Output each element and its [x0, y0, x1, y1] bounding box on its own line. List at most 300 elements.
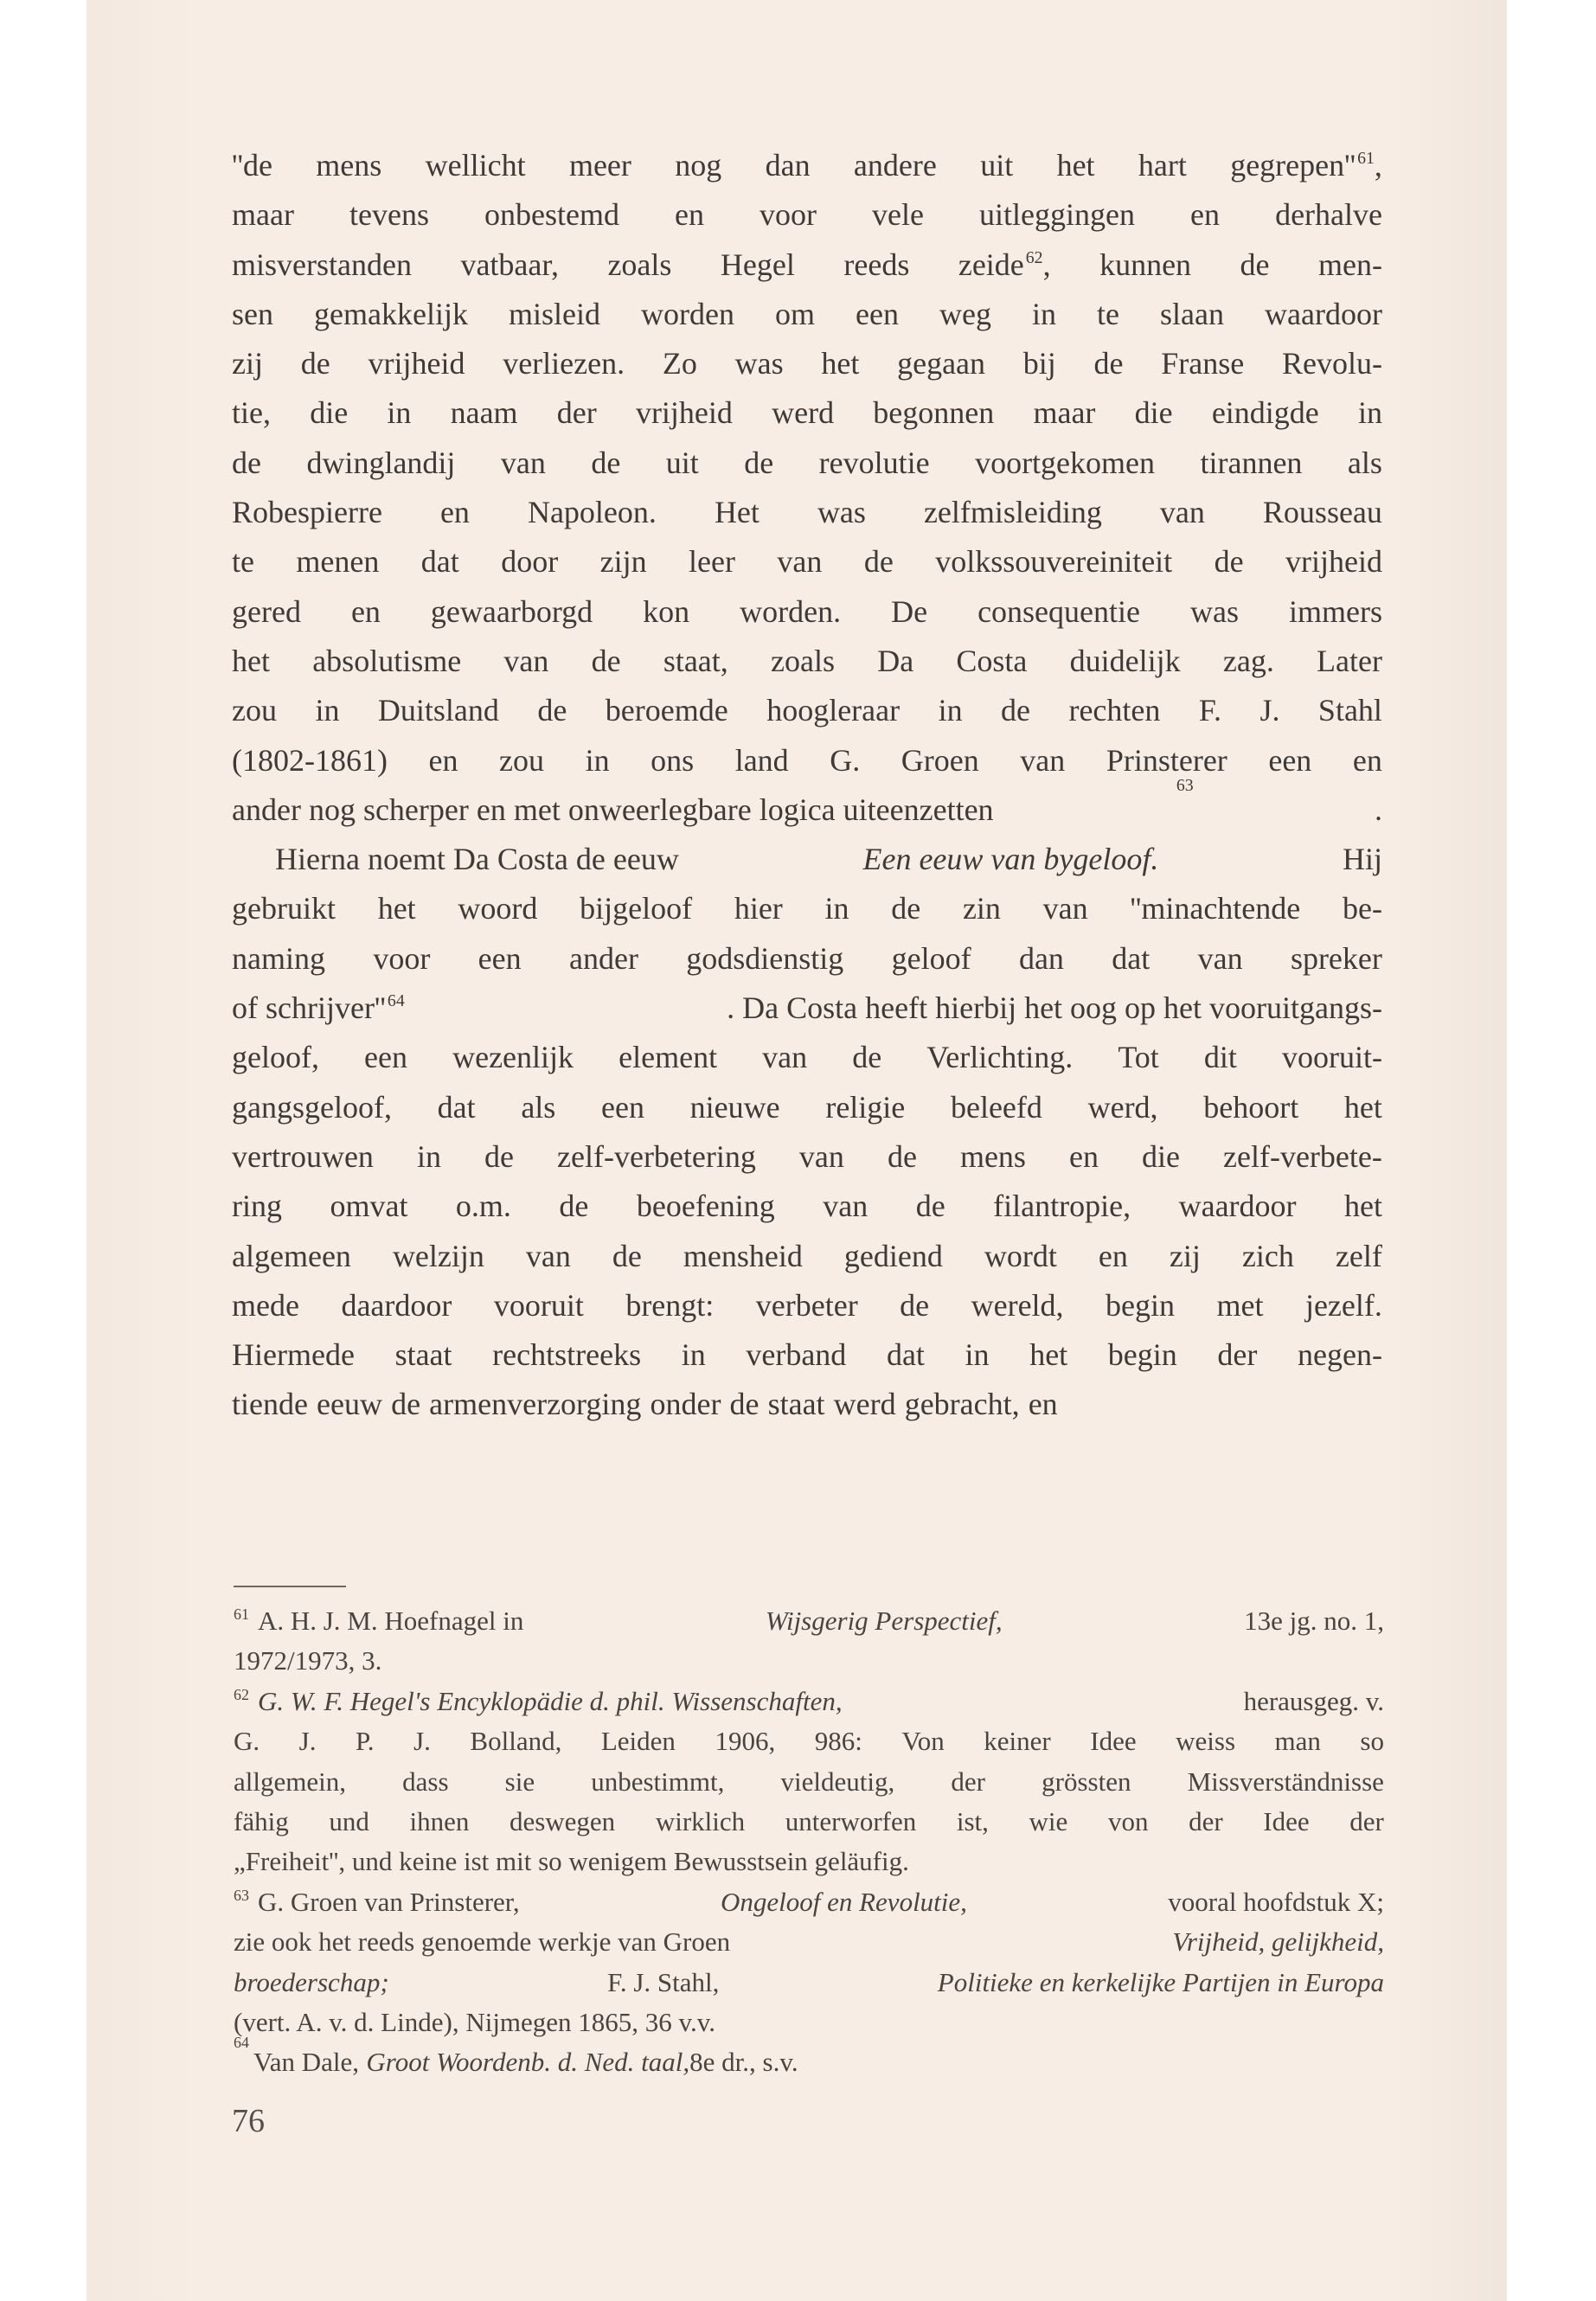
word: leer — [689, 544, 735, 580]
word: voor — [373, 940, 431, 976]
word: J. — [298, 1726, 317, 1757]
word: in — [1357, 395, 1382, 431]
word: Napoleon. — [527, 495, 657, 530]
word: verband — [746, 1337, 847, 1373]
word: wie — [1029, 1805, 1068, 1836]
footnote-line: zie ook het reeds genoemde werkje van Groen Vrijheid, gelijkheid, — [234, 1926, 1384, 1958]
footnote-divider — [234, 1586, 346, 1587]
word: en — [350, 593, 381, 629]
text-line — [232, 1083, 1382, 1132]
word: die — [310, 395, 349, 431]
word: Robespierre — [232, 495, 382, 530]
book-page — [87, 0, 1507, 2301]
word: onder — [650, 1387, 721, 1422]
body-text — [232, 141, 1382, 1430]
word: en — [439, 495, 470, 530]
word: 986: — [814, 1726, 862, 1757]
word: man — [1274, 1726, 1321, 1757]
text-line — [232, 290, 1382, 339]
word: Franse — [1161, 346, 1245, 381]
word: Zo — [662, 346, 697, 381]
word: Duitsland — [377, 693, 499, 728]
word: F. — [1198, 693, 1221, 728]
word: bij — [1022, 346, 1056, 381]
word: dan — [1018, 940, 1064, 976]
text-line — [232, 190, 1382, 240]
word: 1906, — [715, 1726, 776, 1757]
word: waardoor — [1265, 296, 1382, 331]
word: kon — [643, 593, 690, 629]
word: beleefd — [950, 1089, 1042, 1125]
word: eeuw — [317, 1387, 383, 1422]
word: unterworfen — [785, 1805, 917, 1836]
text-line — [232, 1033, 1382, 1082]
word: de — [1093, 346, 1124, 381]
word: de — [887, 1138, 917, 1174]
word: van — [1159, 495, 1205, 530]
word: van — [503, 643, 549, 678]
word: vele — [872, 197, 925, 233]
word: Costa — [956, 643, 1028, 678]
word: Von — [901, 1726, 945, 1757]
word: de — [1001, 693, 1031, 728]
word: ons — [651, 742, 695, 778]
word: wirklich — [655, 1805, 746, 1836]
word: van — [762, 1040, 808, 1075]
word: nieuwe — [689, 1089, 780, 1125]
word: de — [232, 445, 261, 480]
word: ''minachtende — [1130, 891, 1301, 926]
word: geloof — [891, 940, 971, 976]
word: beroemde — [605, 693, 728, 728]
word: fähig — [234, 1805, 289, 1836]
word: de — [300, 346, 330, 381]
word: o.m. — [455, 1189, 511, 1224]
word: te — [232, 544, 254, 580]
word: gemakkelijk — [314, 296, 468, 331]
word: woord — [458, 891, 538, 926]
word: zou — [232, 693, 277, 728]
word: uitleggingen — [979, 197, 1136, 233]
word: weiss — [1176, 1726, 1236, 1757]
word: en — [428, 742, 458, 778]
word: was — [1189, 593, 1239, 629]
word: Idee — [1263, 1805, 1310, 1836]
word: de — [537, 693, 567, 728]
word: zou — [499, 742, 545, 778]
word: Hiermede — [232, 1337, 355, 1373]
word: omvat — [330, 1189, 408, 1224]
word: door — [501, 544, 559, 580]
word: de — [391, 1387, 421, 1422]
word: was — [734, 346, 784, 381]
word: filantropie, — [993, 1189, 1131, 1224]
word: religie — [825, 1089, 906, 1125]
word: de — [863, 544, 894, 580]
word: J. — [1259, 693, 1280, 728]
word: wereld, — [971, 1287, 1064, 1323]
word: unbestimmt, — [591, 1766, 725, 1797]
word: algemeen — [232, 1238, 351, 1273]
word: vrijheid — [368, 346, 465, 381]
word: element — [619, 1040, 718, 1075]
word: naam — [450, 395, 518, 431]
word: beoefening — [636, 1189, 775, 1224]
word: van — [1020, 742, 1066, 778]
word: ihnen — [409, 1805, 470, 1836]
word: begin — [1107, 1337, 1177, 1373]
word: en — [1098, 1238, 1128, 1273]
word: De — [891, 593, 928, 629]
word: onbestemd — [484, 197, 619, 233]
word: de — [559, 1189, 589, 1224]
word: behoort — [1203, 1089, 1299, 1125]
word: zijn — [599, 544, 647, 580]
footnote-ref-63: 63 — [1176, 775, 1194, 795]
word: staat — [767, 1387, 825, 1422]
text-line — [232, 1330, 1382, 1380]
word: staat — [394, 1337, 452, 1373]
word: ander — [568, 940, 638, 976]
word: gediend — [843, 1238, 943, 1273]
footnote-line: (vert. A. v. d. Linde), Nijmegen 1865, 36 v.v. — [234, 2006, 716, 2037]
word: dwinglandij — [306, 445, 456, 480]
word: be- — [1342, 891, 1382, 926]
word: P. — [356, 1726, 375, 1757]
word: zelfmisleiding — [923, 495, 1102, 530]
word: zin — [962, 891, 1001, 926]
word: negen- — [1298, 1337, 1382, 1373]
word: deswegen — [509, 1805, 616, 1836]
word: der — [556, 395, 597, 431]
footnote-line — [234, 1762, 1384, 1802]
word: Verlichting. — [926, 1040, 1074, 1075]
text-line — [232, 884, 1382, 933]
word: zelf-verbetering — [557, 1138, 756, 1174]
word: mens — [959, 1138, 1026, 1174]
word: het — [1343, 1089, 1382, 1125]
word: maar — [1033, 395, 1096, 431]
text-line — [232, 339, 1382, 388]
word: der — [951, 1766, 985, 1797]
word: gegaan — [897, 346, 986, 381]
word: en — [1028, 1387, 1058, 1422]
footnote-line — [234, 1802, 1384, 1842]
word: rechten — [1068, 693, 1161, 728]
text-line: ''de mens wellicht meer nog dan andere uit het hart gegrepen'' $^{61}$, — [232, 148, 1382, 183]
text-line: misverstanden vatbaar, zoals Hegel reeds zeide $^{62}$, kunnen de men- — [232, 240, 1382, 290]
word: slaan — [1160, 296, 1224, 331]
word: werd — [833, 1387, 896, 1422]
word: Stahl — [1317, 693, 1382, 728]
word: maar — [232, 197, 294, 233]
word: van — [500, 445, 546, 480]
word: een — [856, 296, 899, 331]
word: in — [681, 1337, 706, 1373]
word: von — [1107, 1805, 1149, 1836]
word: naming — [232, 940, 325, 976]
text-line — [232, 537, 1382, 586]
word: die — [1134, 395, 1173, 431]
word: wordt — [984, 1238, 1057, 1273]
word: het — [821, 346, 860, 381]
word: voor — [760, 197, 817, 233]
word: derhalve — [1275, 197, 1382, 233]
word: de — [744, 445, 774, 480]
word: van — [798, 1138, 844, 1174]
word: begonnen — [873, 395, 995, 431]
text-line — [232, 686, 1382, 735]
word: een — [601, 1089, 644, 1125]
text-line — [232, 1132, 1382, 1182]
word: gebracht, — [904, 1387, 1020, 1422]
footnote-line: „Freiheit'', und keine ist mit so wenigem Bewusstsein geläufig. — [234, 1846, 909, 1877]
word: zij — [1169, 1238, 1201, 1273]
word: armenverzorging — [429, 1387, 642, 1422]
word: te — [1097, 296, 1120, 331]
word: Tot — [1118, 1040, 1159, 1075]
word: van — [525, 1238, 571, 1273]
word: sie — [504, 1766, 535, 1797]
word: immers — [1288, 593, 1382, 629]
word: tie, — [232, 395, 271, 431]
word: staat, — [663, 643, 728, 678]
word: waardoor — [1178, 1189, 1297, 1224]
word: een — [478, 940, 522, 976]
word: jezelf. — [1304, 1287, 1382, 1323]
word: Groen — [901, 742, 979, 778]
word: vrijheid — [635, 395, 733, 431]
text-line: ander nog scherper en met onweerlegbare logica uiteenzetten 63 . — [232, 785, 1382, 835]
word: het — [1029, 1337, 1068, 1373]
footnote-63: $^{63}$ G. Groen van Prinsterer, Ongeloof en Revolutie, vooral hoofdstuk X; — [234, 1886, 1384, 1917]
word: de — [915, 1189, 945, 1224]
word: gewaarborgd — [430, 593, 593, 629]
footnotes — [234, 1601, 1384, 2083]
word: met — [1216, 1287, 1264, 1323]
word: spreker — [1290, 940, 1382, 976]
word: en — [1190, 197, 1221, 233]
word: het — [232, 643, 270, 678]
word: land — [734, 742, 789, 778]
word: zag. — [1222, 643, 1274, 678]
word: rechtstreeks — [492, 1337, 642, 1373]
text-line — [232, 587, 1382, 637]
footnote-ref-64: 64 — [387, 991, 405, 1011]
word: de — [891, 891, 921, 926]
word: was — [817, 495, 866, 530]
word: welzijn — [392, 1238, 484, 1273]
word: de — [900, 1287, 930, 1323]
word: als — [1347, 445, 1382, 480]
footnote-number: 64 — [234, 2034, 249, 2052]
word: vooruit — [493, 1287, 584, 1323]
word: een — [1268, 742, 1312, 778]
word: allgemein, — [234, 1766, 346, 1797]
word: grössten — [1042, 1766, 1131, 1797]
word: verbeter — [755, 1287, 858, 1323]
word: G. — [830, 742, 861, 778]
word: gered — [232, 593, 301, 629]
word: Da — [877, 643, 914, 678]
book-title: Een eeuw van bygeloof. — [862, 842, 1159, 877]
text-line — [232, 388, 1382, 438]
word: in — [315, 693, 340, 728]
word: voortgekomen — [975, 445, 1156, 480]
word: sen — [232, 296, 273, 331]
footnote-ref-61: 61 — [1357, 149, 1375, 169]
footnote-number: 62 — [234, 1686, 249, 1704]
word: dat — [437, 1089, 476, 1125]
text-line: of schrijver'' $^{64}$ . Da Costa heeft hierbij het oog op het vooruitgangs- — [232, 990, 1382, 1026]
word: werd, — [1087, 1089, 1158, 1125]
text-line: Hierna noemt Da Costa de eeuw Een eeuw van bygeloof. Hij — [232, 835, 1382, 884]
word: daardoor — [341, 1287, 452, 1323]
word: als — [521, 1089, 556, 1125]
footnote-62: $^{62}$ G. W. F. Hegel's Encyklopädie d. phil. Wissenschaften, herausgeg. v. — [234, 1685, 1384, 1716]
word: tevens — [349, 197, 429, 233]
word: weg — [939, 296, 991, 331]
page-number: 76 — [232, 2103, 265, 2139]
word: so — [1360, 1726, 1384, 1757]
word: zelf-verbete- — [1223, 1138, 1382, 1174]
word: godsdienstig — [686, 940, 844, 976]
footnote-number: 61 — [234, 1606, 249, 1624]
word: gebruikt — [232, 891, 336, 926]
word: uit — [665, 445, 699, 480]
word: dass — [402, 1766, 449, 1797]
word: de — [1240, 247, 1270, 282]
word: en — [1352, 742, 1382, 778]
word: van — [777, 544, 823, 580]
word: zelf — [1335, 1238, 1382, 1273]
text-line — [232, 1380, 1382, 1429]
word: vieldeutig, — [780, 1766, 895, 1797]
footnote-64: 64 Van Dale, Groot Woordenb. d. Ned. taal, 8e dr., s.v. — [234, 2042, 1384, 2082]
word: eindigde — [1211, 395, 1319, 431]
word: geloof, — [232, 1040, 319, 1075]
word: und — [329, 1805, 369, 1836]
word: de — [729, 1387, 760, 1422]
word: verliezen. — [503, 346, 625, 381]
word: ring — [232, 1189, 282, 1224]
word: duidelijk — [1069, 643, 1181, 678]
word: tiende — [232, 1387, 308, 1422]
word: en — [675, 197, 704, 233]
word: worden — [641, 296, 734, 331]
word: hier — [734, 891, 783, 926]
text-line — [232, 488, 1382, 537]
word: gangsgeloof, — [232, 1089, 392, 1125]
word: de — [591, 445, 621, 480]
word: brengt: — [625, 1287, 715, 1323]
word: Idee — [1090, 1726, 1137, 1757]
word: om — [774, 296, 815, 331]
word: de — [1214, 544, 1244, 580]
word: men- — [1318, 247, 1382, 282]
word: van — [823, 1189, 869, 1224]
word: der — [1217, 1337, 1258, 1373]
word: keiner — [984, 1726, 1051, 1757]
word: de — [612, 1238, 642, 1273]
word: werd — [772, 395, 835, 431]
word: kunnen — [1099, 247, 1192, 282]
word: de — [591, 643, 621, 678]
word: tirannen — [1200, 445, 1303, 480]
word: die — [1142, 1138, 1180, 1174]
word: ist, — [956, 1805, 989, 1836]
word: Prinsterer — [1106, 742, 1227, 778]
word: bijgeloof — [580, 891, 693, 926]
word: een — [364, 1040, 408, 1075]
word: Het — [714, 495, 760, 530]
word: dat — [1112, 940, 1151, 976]
word: in — [938, 693, 963, 728]
word: Missverständnisse — [1187, 1766, 1384, 1797]
word: hoogleraar — [766, 693, 901, 728]
text-line — [232, 637, 1382, 686]
word: in — [824, 891, 849, 926]
word: in — [416, 1138, 441, 1174]
word: van — [1042, 891, 1088, 926]
text-line — [232, 1182, 1382, 1231]
footnote-number: 63 — [234, 1887, 249, 1905]
word: consequentie — [977, 593, 1140, 629]
footnote-ref-62: 62 — [1025, 247, 1043, 267]
word: in — [387, 395, 412, 431]
word: G. — [234, 1726, 260, 1757]
word: wezenlijk — [452, 1040, 574, 1075]
word: der — [1189, 1805, 1223, 1836]
word: in — [585, 742, 610, 778]
word: mede — [232, 1287, 299, 1323]
text-line — [232, 1232, 1382, 1281]
word: in — [1032, 296, 1057, 331]
footnote-line — [234, 1721, 1384, 1761]
word: Leiden — [600, 1726, 676, 1757]
word: het — [1344, 1189, 1382, 1224]
word: zij — [232, 346, 263, 381]
word: en — [1068, 1138, 1099, 1174]
word: dat — [886, 1337, 925, 1373]
footnote-61: $^{61}$ A. H. J. M. Hoefnagel in Wijsgerig Perspectief, 13e jg. no. 1, — [234, 1606, 1384, 1636]
word: Bolland, — [470, 1726, 562, 1757]
word: vrijheid — [1285, 544, 1382, 580]
word: zoals — [771, 643, 835, 678]
word: vooruit- — [1281, 1040, 1382, 1075]
word: Rousseau — [1262, 495, 1382, 530]
word: mensheid — [683, 1238, 803, 1273]
word: revolutie — [818, 445, 930, 480]
word: vertrouwen — [232, 1138, 374, 1174]
word: zich — [1241, 1238, 1294, 1273]
word: van — [1197, 940, 1243, 976]
word: in — [965, 1337, 990, 1373]
word: menen — [296, 544, 380, 580]
word: begin — [1106, 1287, 1176, 1323]
word: absolutisme — [312, 643, 462, 678]
text-line — [232, 934, 1382, 984]
word: Revolu- — [1282, 346, 1382, 381]
word: misleid — [508, 296, 600, 331]
word: volkssouvereiniteit — [935, 544, 1173, 580]
word: dit — [1203, 1040, 1237, 1075]
text-line — [232, 736, 1382, 785]
word: worden. — [740, 593, 842, 629]
footnote-line: broederschap; F. J. Stahl, Politieke en kerkelijke Partijen in Europa — [234, 1966, 1384, 1997]
footnote-line: 1972/1973, 3. — [234, 1645, 382, 1676]
word: (1802-1861) — [232, 742, 388, 778]
